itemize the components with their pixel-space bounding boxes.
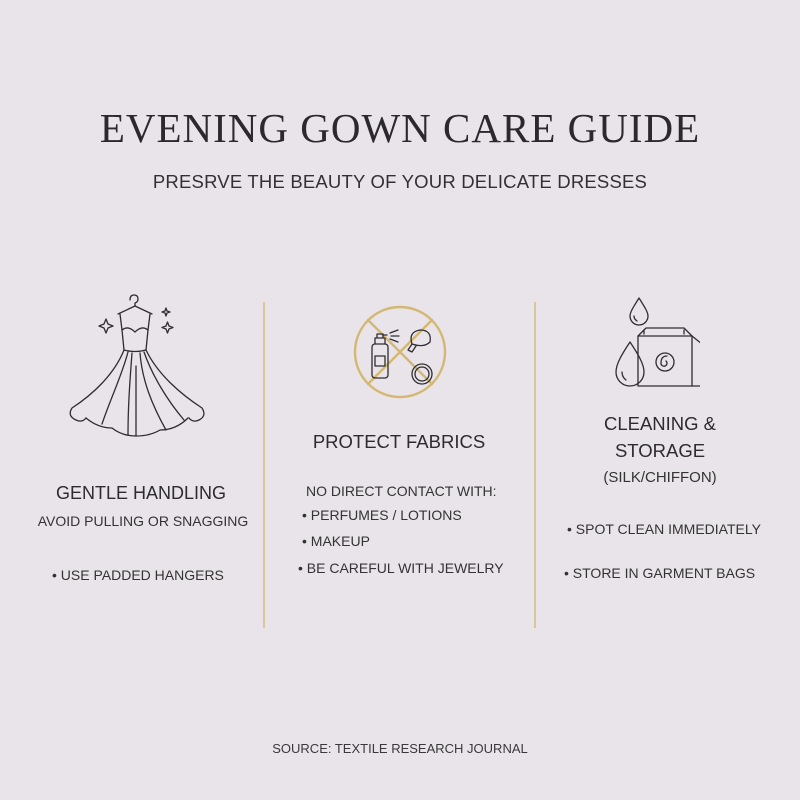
gentle-handling-subheading: AVOID PULLING OR SNAGGING (37, 513, 249, 529)
protect-fabrics-bullet-2: • MAKEUP (302, 533, 370, 549)
protect-fabrics-bullet-3: • BE CAREFUL WITH JEWELRY (298, 560, 504, 576)
protect-fabrics-heading: PROTECT FABRICS (312, 431, 486, 452)
detergent-droplets-icon (610, 290, 700, 390)
protect-fabrics-bullet-1: • PERFUMES / LOTIONS (302, 507, 462, 523)
cleaning-storage-heading-line2: STORAGE (614, 440, 706, 461)
gentle-handling-bullet: • USE PADDED HANGERS (52, 567, 224, 583)
gown-on-hanger-icon (62, 290, 222, 450)
cleaning-storage-bullet-1: • SPOT CLEAN IMMEDIATELY (567, 521, 761, 537)
gentle-handling-heading: GENTLE HANDLING (55, 483, 227, 503)
page-subtitle: PRESRVE THE BEAUTY OF YOUR DELICATE DRESSES (152, 171, 648, 192)
cleaning-storage-subheading: (SILK/CHIFFON) (603, 469, 717, 486)
page-title: EVENING GOWN CARE GUIDE (99, 105, 701, 151)
cleaning-storage-bullet-2: • STORE IN GARMENT BAGS (564, 565, 756, 581)
source-citation: SOURCE: TEXTILE RESEARCH JOURNAL (272, 741, 528, 756)
protect-fabrics-intro: NO DIRECT CONTACT WITH: (306, 483, 497, 499)
cleaning-storage-heading-line1: CLEANING & (603, 413, 717, 434)
column-divider-left (263, 302, 265, 628)
no-cosmetics-icon (350, 302, 450, 402)
